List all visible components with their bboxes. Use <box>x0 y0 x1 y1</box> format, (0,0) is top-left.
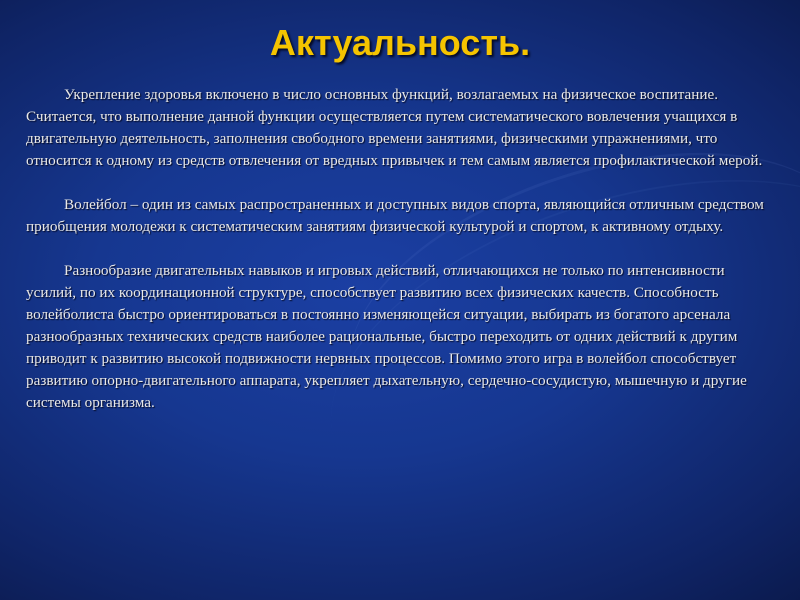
paragraph-health: Укрепление здоровья включено в число основных функций, возлагаемых на физическое воспитание. Считается, что выполнение данной функции осуществляется путем систематического вовлечения учащихся в двигательную деятельность, заполнения свободного времени занятиями, физическими упражнениями, что относится к одному из средств отвлечения от вредных привычек и тем самым является профилактической мерой. <box>26 86 763 169</box>
slide-body <box>26 84 778 436</box>
slide-title: Актуальность. <box>269 22 531 63</box>
paragraph-skills: Разнообразие двигательных навыков и игровых действий, отличающихся не только по интенсивности усилий, по их координационной структуре, способствует развитию всех физических качеств. Способность волейболиста быстро ориентироваться в постоянно изменяющейся ситуации, выбирать из богатого арсенала разнообразных технических средств наиболее рациональные, быстро переходить от одних действий к другим приводит к развитию высокой подвижности нервных процессов. Помимо этого игра в волейбол способствует развитию опорно-двигательного аппарата, укрепляет дыхательную, сердечно-сосудистую, мышечную и другие системы организма. <box>26 262 747 411</box>
paragraph-volleyball: Волейбол – один из самых распространенных и доступных видов спорта, являющийся отличным средством приобщения молодежи к систематическим занятиям физической культурой и спортом, к активному отдыху. <box>26 196 764 235</box>
